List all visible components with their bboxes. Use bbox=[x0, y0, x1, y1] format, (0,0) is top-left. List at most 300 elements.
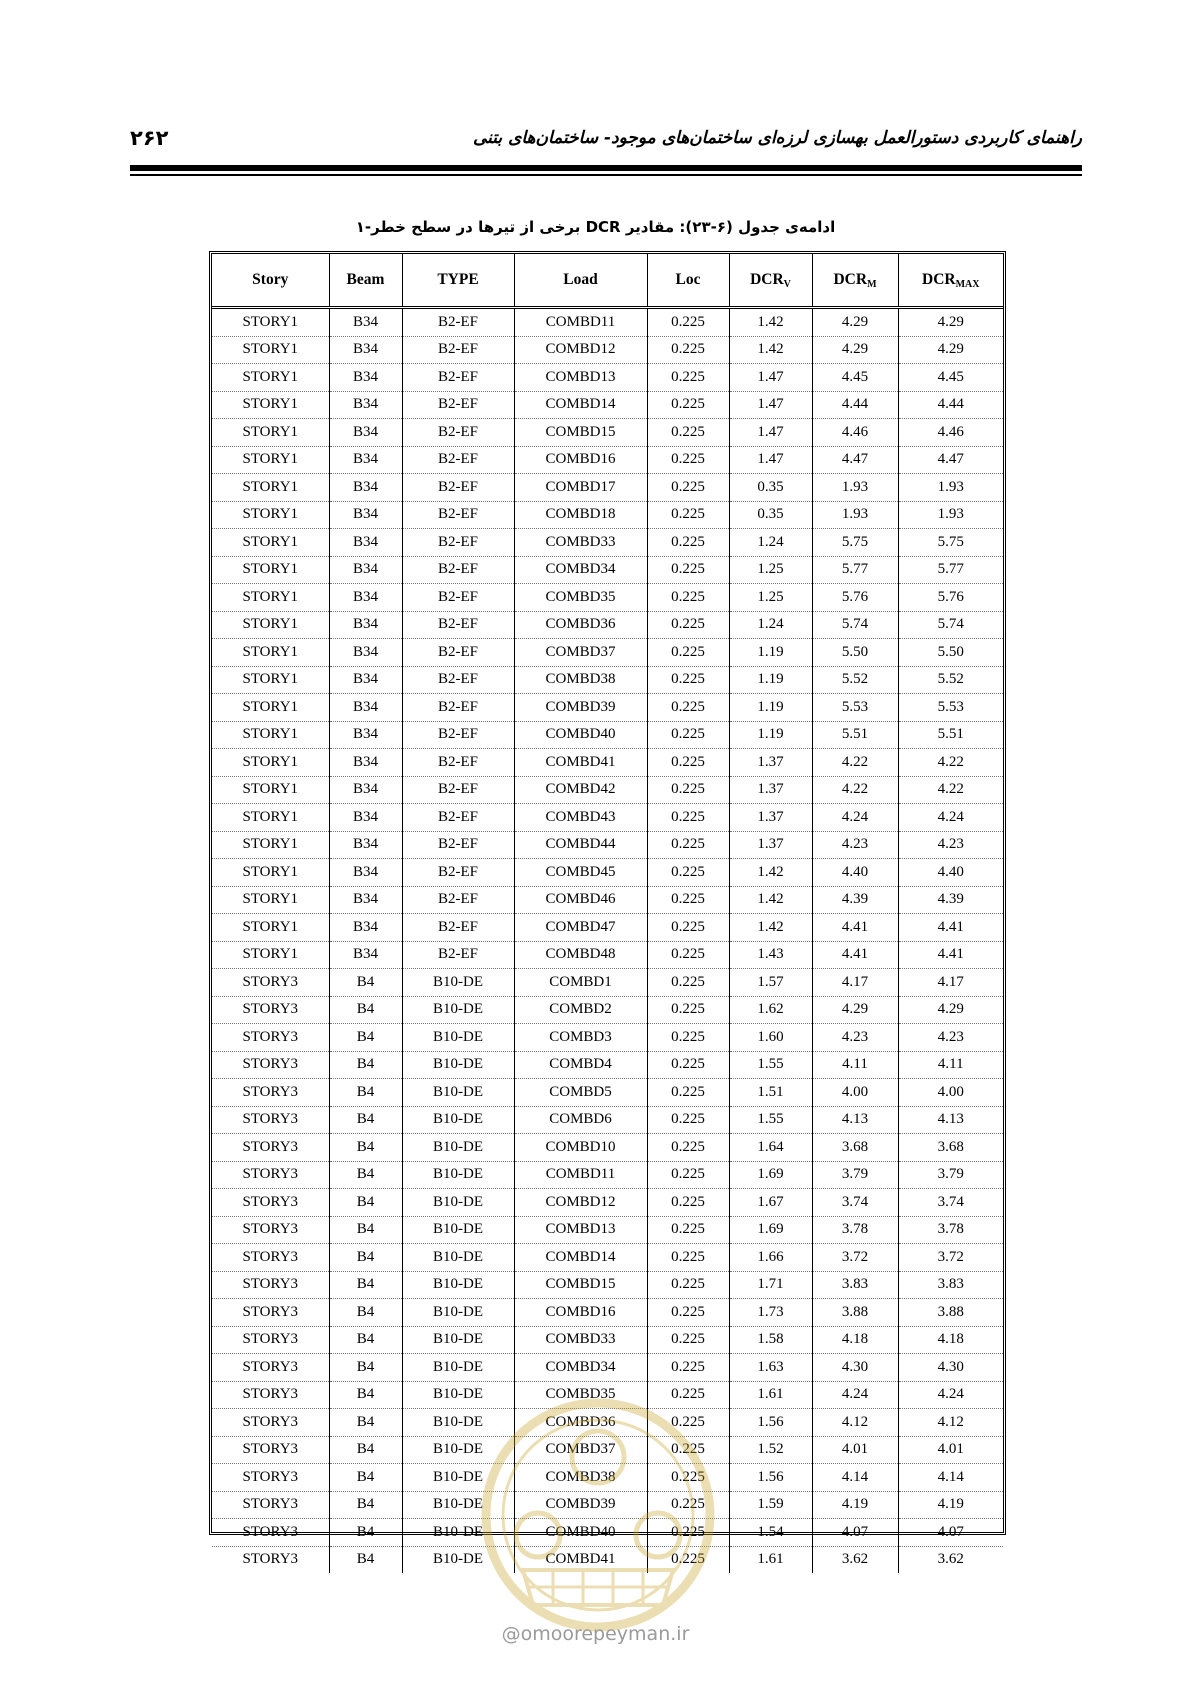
cell-story: STORY3 bbox=[212, 1409, 329, 1437]
cell-dcrmax: 4.11 bbox=[898, 1051, 1003, 1079]
cell-beam: B34 bbox=[329, 776, 402, 804]
cell-beam: B34 bbox=[329, 336, 402, 364]
cell-story: STORY1 bbox=[212, 639, 329, 667]
cell-type: B2-EF bbox=[402, 501, 514, 529]
cell-story: STORY3 bbox=[212, 1381, 329, 1409]
cell-dcrmax: 4.41 bbox=[898, 914, 1003, 942]
table-row bbox=[212, 1491, 1003, 1519]
cell-dcrv: 1.42 bbox=[729, 336, 812, 364]
cell-type: B10-DE bbox=[402, 1299, 514, 1327]
cell-loc: 0.225 bbox=[647, 1134, 729, 1162]
cell-dcrm: 4.40 bbox=[812, 859, 898, 887]
cell-loc: 0.225 bbox=[647, 1519, 729, 1547]
cell-loc: 0.225 bbox=[647, 1079, 729, 1107]
cell-dcrm: 4.46 bbox=[812, 419, 898, 447]
cell-load: COMBD15 bbox=[514, 1271, 647, 1299]
cell-loc: 0.225 bbox=[647, 1271, 729, 1299]
cell-story: STORY1 bbox=[212, 474, 329, 502]
cell-type: B2-EF bbox=[402, 364, 514, 392]
cell-type: B2-EF bbox=[402, 804, 514, 832]
cell-dcrv: 1.37 bbox=[729, 804, 812, 832]
cell-story: STORY3 bbox=[212, 969, 329, 997]
col-header-dcrm bbox=[812, 254, 898, 308]
cell-story: STORY3 bbox=[212, 1244, 329, 1272]
table-row bbox=[212, 1299, 1003, 1327]
table-row bbox=[212, 859, 1003, 887]
table-row bbox=[212, 831, 1003, 859]
cell-dcrm: 4.29 bbox=[812, 336, 898, 364]
cell-dcrm: 4.41 bbox=[812, 914, 898, 942]
dcrv-label: DCR bbox=[750, 270, 784, 288]
table-row bbox=[212, 694, 1003, 722]
cell-load: COMBD12 bbox=[514, 1189, 647, 1217]
cell-beam: B34 bbox=[329, 419, 402, 447]
cell-load: COMBD16 bbox=[514, 446, 647, 474]
dcrmax-label: DCR bbox=[922, 270, 956, 288]
header-rule-thick bbox=[130, 165, 1082, 171]
cell-loc: 0.225 bbox=[647, 639, 729, 667]
table-row bbox=[212, 749, 1003, 777]
cell-loc: 0.225 bbox=[647, 1491, 729, 1519]
cell-load: COMBD36 bbox=[514, 1409, 647, 1437]
col-header-loc: Loc bbox=[647, 254, 729, 308]
cell-type: B10-DE bbox=[402, 1409, 514, 1437]
cell-type: B2-EF bbox=[402, 529, 514, 557]
cell-dcrmax: 1.93 bbox=[898, 474, 1003, 502]
cell-dcrm: 4.01 bbox=[812, 1436, 898, 1464]
cell-loc: 0.225 bbox=[647, 501, 729, 529]
cell-type: B10-DE bbox=[402, 1106, 514, 1134]
cell-type: B2-EF bbox=[402, 694, 514, 722]
cell-beam: B34 bbox=[329, 721, 402, 749]
cell-loc: 0.225 bbox=[647, 1189, 729, 1217]
cell-dcrv: 1.69 bbox=[729, 1216, 812, 1244]
cell-load: COMBD4 bbox=[514, 1051, 647, 1079]
cell-loc: 0.225 bbox=[647, 611, 729, 639]
cell-load: COMBD38 bbox=[514, 1464, 647, 1492]
cell-dcrv: 1.37 bbox=[729, 831, 812, 859]
cell-type: B10-DE bbox=[402, 1024, 514, 1052]
table-row bbox=[212, 1381, 1003, 1409]
cell-loc: 0.225 bbox=[647, 1381, 729, 1409]
cell-dcrm: 4.22 bbox=[812, 776, 898, 804]
cell-load: COMBD37 bbox=[514, 639, 647, 667]
cell-load: COMBD13 bbox=[514, 1216, 647, 1244]
cell-beam: B4 bbox=[329, 1354, 402, 1382]
table-row bbox=[212, 474, 1003, 502]
cell-story: STORY1 bbox=[212, 611, 329, 639]
cell-beam: B34 bbox=[329, 914, 402, 942]
cell-type: B2-EF bbox=[402, 474, 514, 502]
cell-story: STORY1 bbox=[212, 694, 329, 722]
cell-loc: 0.225 bbox=[647, 1464, 729, 1492]
cell-load: COMBD33 bbox=[514, 1326, 647, 1354]
cell-type: B2-EF bbox=[402, 611, 514, 639]
table-row bbox=[212, 886, 1003, 914]
cell-dcrm: 3.72 bbox=[812, 1244, 898, 1272]
cell-load: COMBD43 bbox=[514, 804, 647, 832]
cell-dcrmax: 4.39 bbox=[898, 886, 1003, 914]
cell-dcrv: 1.60 bbox=[729, 1024, 812, 1052]
cell-story: STORY3 bbox=[212, 1326, 329, 1354]
cell-dcrv: 1.43 bbox=[729, 941, 812, 969]
cell-beam: B4 bbox=[329, 1216, 402, 1244]
cell-type: B2-EF bbox=[402, 721, 514, 749]
cell-loc: 0.225 bbox=[647, 1024, 729, 1052]
table-row bbox=[212, 584, 1003, 612]
cell-loc: 0.225 bbox=[647, 584, 729, 612]
cell-dcrm: 3.68 bbox=[812, 1134, 898, 1162]
cell-dcrm: 5.76 bbox=[812, 584, 898, 612]
cell-dcrmax: 4.45 bbox=[898, 364, 1003, 392]
cell-load: COMBD3 bbox=[514, 1024, 647, 1052]
cell-loc: 0.225 bbox=[647, 1216, 729, 1244]
cell-story: STORY3 bbox=[212, 1216, 329, 1244]
cell-dcrv: 1.73 bbox=[729, 1299, 812, 1327]
cell-beam: B34 bbox=[329, 501, 402, 529]
cell-type: B10-DE bbox=[402, 996, 514, 1024]
cell-dcrv: 1.24 bbox=[729, 529, 812, 557]
cell-type: B10-DE bbox=[402, 1161, 514, 1189]
cell-story: STORY1 bbox=[212, 446, 329, 474]
cell-loc: 0.225 bbox=[647, 1546, 729, 1573]
cell-load: COMBD39 bbox=[514, 1491, 647, 1519]
cell-dcrv: 1.61 bbox=[729, 1546, 812, 1573]
cell-story: STORY1 bbox=[212, 364, 329, 392]
cell-type: B2-EF bbox=[402, 914, 514, 942]
cell-type: B10-DE bbox=[402, 1271, 514, 1299]
cell-dcrmax: 4.18 bbox=[898, 1326, 1003, 1354]
cell-type: B2-EF bbox=[402, 336, 514, 364]
cell-dcrm: 1.93 bbox=[812, 501, 898, 529]
cell-type: B10-DE bbox=[402, 1244, 514, 1272]
cell-load: COMBD14 bbox=[514, 391, 647, 419]
cell-dcrm: 3.78 bbox=[812, 1216, 898, 1244]
cell-type: B2-EF bbox=[402, 639, 514, 667]
cell-load: COMBD47 bbox=[514, 914, 647, 942]
cell-story: STORY3 bbox=[212, 1436, 329, 1464]
cell-story: STORY1 bbox=[212, 941, 329, 969]
cell-type: B10-DE bbox=[402, 1519, 514, 1547]
table-row bbox=[212, 446, 1003, 474]
cell-type: B10-DE bbox=[402, 1134, 514, 1162]
cell-dcrv: 1.63 bbox=[729, 1354, 812, 1382]
cell-dcrv: 1.55 bbox=[729, 1106, 812, 1134]
cell-beam: B4 bbox=[329, 1134, 402, 1162]
cell-beam: B34 bbox=[329, 364, 402, 392]
cell-dcrv: 1.66 bbox=[729, 1244, 812, 1272]
at-sign-icon: @ bbox=[501, 1623, 521, 1645]
cell-beam: B4 bbox=[329, 1024, 402, 1052]
cell-loc: 0.225 bbox=[647, 941, 729, 969]
cell-loc: 0.225 bbox=[647, 1409, 729, 1437]
cell-dcrmax: 5.53 bbox=[898, 694, 1003, 722]
table-row bbox=[212, 1051, 1003, 1079]
cell-dcrv: 1.19 bbox=[729, 694, 812, 722]
cell-dcrv: 1.19 bbox=[729, 666, 812, 694]
cell-loc: 0.225 bbox=[647, 831, 729, 859]
cell-type: B2-EF bbox=[402, 556, 514, 584]
cell-dcrv: 1.19 bbox=[729, 639, 812, 667]
cell-load: COMBD15 bbox=[514, 419, 647, 447]
dcrm-label: DCR bbox=[833, 270, 868, 288]
cell-loc: 0.225 bbox=[647, 1326, 729, 1354]
cell-story: STORY3 bbox=[212, 1464, 329, 1492]
cell-load: COMBD12 bbox=[514, 336, 647, 364]
cell-story: STORY1 bbox=[212, 914, 329, 942]
cell-dcrm: 4.24 bbox=[812, 1381, 898, 1409]
cell-dcrm: 4.11 bbox=[812, 1051, 898, 1079]
cell-beam: B34 bbox=[329, 941, 402, 969]
cell-load: COMBD39 bbox=[514, 694, 647, 722]
cell-story: STORY3 bbox=[212, 1519, 329, 1547]
table-row bbox=[212, 419, 1003, 447]
cell-story: STORY1 bbox=[212, 721, 329, 749]
cell-dcrmax: 4.22 bbox=[898, 749, 1003, 777]
cell-beam: B4 bbox=[329, 1189, 402, 1217]
table-row bbox=[212, 1244, 1003, 1272]
cell-dcrm: 4.23 bbox=[812, 831, 898, 859]
cell-dcrmax: 5.74 bbox=[898, 611, 1003, 639]
cell-beam: B34 bbox=[329, 391, 402, 419]
cell-loc: 0.225 bbox=[647, 749, 729, 777]
cell-loc: 0.225 bbox=[647, 776, 729, 804]
table-row bbox=[212, 1079, 1003, 1107]
cell-dcrv: 1.25 bbox=[729, 584, 812, 612]
cell-dcrmax: 5.76 bbox=[898, 584, 1003, 612]
cell-beam: B4 bbox=[329, 969, 402, 997]
cell-load: COMBD40 bbox=[514, 1519, 647, 1547]
cell-dcrmax: 4.30 bbox=[898, 1354, 1003, 1382]
cell-dcrv: 1.42 bbox=[729, 886, 812, 914]
cell-load: COMBD35 bbox=[514, 1381, 647, 1409]
cell-dcrmax: 4.29 bbox=[898, 336, 1003, 364]
cell-dcrmax: 4.19 bbox=[898, 1491, 1003, 1519]
cell-loc: 0.225 bbox=[647, 529, 729, 557]
cell-dcrmax: 4.46 bbox=[898, 419, 1003, 447]
cell-type: B2-EF bbox=[402, 308, 514, 337]
cell-dcrm: 4.24 bbox=[812, 804, 898, 832]
cell-dcrm: 4.14 bbox=[812, 1464, 898, 1492]
table-row bbox=[212, 914, 1003, 942]
cell-load: COMBD11 bbox=[514, 308, 647, 337]
cell-dcrm: 4.47 bbox=[812, 446, 898, 474]
table-row bbox=[212, 776, 1003, 804]
cell-beam: B4 bbox=[329, 1546, 402, 1573]
cell-dcrmax: 5.75 bbox=[898, 529, 1003, 557]
cell-beam: B34 bbox=[329, 474, 402, 502]
cell-type: B2-EF bbox=[402, 419, 514, 447]
table-row bbox=[212, 1436, 1003, 1464]
cell-dcrm: 4.17 bbox=[812, 969, 898, 997]
cell-dcrm: 4.29 bbox=[812, 308, 898, 337]
cell-dcrm: 4.18 bbox=[812, 1326, 898, 1354]
cell-dcrv: 1.47 bbox=[729, 446, 812, 474]
cell-load: COMBD5 bbox=[514, 1079, 647, 1107]
cell-story: STORY1 bbox=[212, 584, 329, 612]
cell-load: COMBD38 bbox=[514, 666, 647, 694]
cell-dcrm: 4.22 bbox=[812, 749, 898, 777]
cell-dcrmax: 3.88 bbox=[898, 1299, 1003, 1327]
cell-dcrmax: 4.47 bbox=[898, 446, 1003, 474]
cell-type: B2-EF bbox=[402, 859, 514, 887]
cell-dcrv: 1.56 bbox=[729, 1464, 812, 1492]
table-row bbox=[212, 1326, 1003, 1354]
cell-beam: B4 bbox=[329, 1381, 402, 1409]
cell-beam: B4 bbox=[329, 1326, 402, 1354]
cell-loc: 0.225 bbox=[647, 804, 729, 832]
col-header-load: Load bbox=[514, 254, 647, 308]
cell-dcrv: 1.25 bbox=[729, 556, 812, 584]
cell-type: B2-EF bbox=[402, 776, 514, 804]
cell-dcrv: 1.62 bbox=[729, 996, 812, 1024]
cell-type: B2-EF bbox=[402, 886, 514, 914]
cell-load: COMBD46 bbox=[514, 886, 647, 914]
cell-loc: 0.225 bbox=[647, 1051, 729, 1079]
cell-load: COMBD44 bbox=[514, 831, 647, 859]
cell-dcrmax: 4.40 bbox=[898, 859, 1003, 887]
cell-story: STORY3 bbox=[212, 1161, 329, 1189]
cell-load: COMBD35 bbox=[514, 584, 647, 612]
cell-dcrm: 3.79 bbox=[812, 1161, 898, 1189]
cell-dcrv: 1.58 bbox=[729, 1326, 812, 1354]
cell-load: COMBD6 bbox=[514, 1106, 647, 1134]
cell-load: COMBD18 bbox=[514, 501, 647, 529]
cell-beam: B34 bbox=[329, 308, 402, 337]
cell-type: B2-EF bbox=[402, 831, 514, 859]
table-row bbox=[212, 969, 1003, 997]
cell-type: B10-DE bbox=[402, 1326, 514, 1354]
cell-dcrv: 1.56 bbox=[729, 1409, 812, 1437]
cell-dcrv: 1.67 bbox=[729, 1189, 812, 1217]
cell-dcrmax: 3.62 bbox=[898, 1546, 1003, 1573]
cell-dcrm: 5.50 bbox=[812, 639, 898, 667]
cell-type: B10-DE bbox=[402, 1381, 514, 1409]
cell-dcrv: 1.24 bbox=[729, 611, 812, 639]
cell-beam: B4 bbox=[329, 1161, 402, 1189]
cell-story: STORY3 bbox=[212, 1024, 329, 1052]
cell-dcrv: 1.42 bbox=[729, 308, 812, 337]
cell-loc: 0.225 bbox=[647, 996, 729, 1024]
cell-dcrm: 4.44 bbox=[812, 391, 898, 419]
cell-dcrmax: 3.68 bbox=[898, 1134, 1003, 1162]
cell-story: STORY1 bbox=[212, 391, 329, 419]
cell-loc: 0.225 bbox=[647, 1244, 729, 1272]
cell-dcrm: 4.19 bbox=[812, 1491, 898, 1519]
table-row bbox=[212, 996, 1003, 1024]
dcrmax-subscript: MAX bbox=[955, 278, 980, 290]
cell-beam: B34 bbox=[329, 804, 402, 832]
cell-beam: B34 bbox=[329, 694, 402, 722]
cell-load: COMBD45 bbox=[514, 859, 647, 887]
cell-story: STORY1 bbox=[212, 804, 329, 832]
cell-dcrmax: 4.12 bbox=[898, 1409, 1003, 1437]
cell-dcrv: 1.19 bbox=[729, 721, 812, 749]
table-row bbox=[212, 1134, 1003, 1162]
cell-type: B10-DE bbox=[402, 1491, 514, 1519]
cell-dcrm: 4.13 bbox=[812, 1106, 898, 1134]
cell-dcrmax: 1.93 bbox=[898, 501, 1003, 529]
cell-load: COMBD13 bbox=[514, 364, 647, 392]
cell-beam: B34 bbox=[329, 639, 402, 667]
cell-type: B2-EF bbox=[402, 749, 514, 777]
cell-dcrv: 1.71 bbox=[729, 1271, 812, 1299]
table-header-row bbox=[212, 254, 1003, 308]
cell-loc: 0.225 bbox=[647, 721, 729, 749]
cell-loc: 0.225 bbox=[647, 556, 729, 584]
running-title: راهنمای کاربردی دستورالعمل بهسازی لرزه‌ای ساختمان‌های موجود- ساختمان‌های بتنی bbox=[472, 128, 1082, 148]
dcr-table-frame bbox=[209, 251, 1006, 1568]
table-row bbox=[212, 501, 1003, 529]
table-row bbox=[212, 941, 1003, 969]
table-row bbox=[212, 1271, 1003, 1299]
cell-dcrmax: 4.22 bbox=[898, 776, 1003, 804]
table-row bbox=[212, 391, 1003, 419]
cell-dcrm: 5.74 bbox=[812, 611, 898, 639]
cell-dcrm: 3.74 bbox=[812, 1189, 898, 1217]
cell-dcrmax: 4.01 bbox=[898, 1436, 1003, 1464]
table-row bbox=[212, 1464, 1003, 1492]
page-number: ۲۶۲ bbox=[130, 126, 169, 150]
col-header-dcrv bbox=[729, 254, 812, 308]
table-body bbox=[212, 308, 1003, 1574]
cell-dcrmax: 5.51 bbox=[898, 721, 1003, 749]
table-caption: ادامه‌ی جدول (۶-۲۳): مقادیر DCR برخی از تیرها در سطح خطر-۱ bbox=[355, 218, 836, 236]
cell-type: B2-EF bbox=[402, 391, 514, 419]
cell-type: B2-EF bbox=[402, 584, 514, 612]
cell-type: B10-DE bbox=[402, 1354, 514, 1382]
cell-story: STORY3 bbox=[212, 1051, 329, 1079]
cell-story: STORY3 bbox=[212, 1079, 329, 1107]
cell-type: B10-DE bbox=[402, 969, 514, 997]
cell-load: COMBD17 bbox=[514, 474, 647, 502]
cell-loc: 0.225 bbox=[647, 364, 729, 392]
table-row bbox=[212, 1354, 1003, 1382]
footer-site-text: omoorepeyman.ir bbox=[520, 1623, 690, 1645]
cell-dcrm: 4.07 bbox=[812, 1519, 898, 1547]
cell-beam: B4 bbox=[329, 1271, 402, 1299]
cell-dcrmax: 4.29 bbox=[898, 308, 1003, 337]
cell-dcrm: 5.53 bbox=[812, 694, 898, 722]
cell-story: STORY1 bbox=[212, 666, 329, 694]
cell-dcrmax: 4.00 bbox=[898, 1079, 1003, 1107]
cell-beam: B34 bbox=[329, 584, 402, 612]
cell-dcrmax: 5.50 bbox=[898, 639, 1003, 667]
cell-story: STORY1 bbox=[212, 501, 329, 529]
table-row bbox=[212, 1546, 1003, 1573]
cell-loc: 0.225 bbox=[647, 308, 729, 337]
dcr-table bbox=[212, 254, 1003, 1573]
cell-dcrmax: 3.78 bbox=[898, 1216, 1003, 1244]
col-header-dcrmax bbox=[898, 254, 1003, 308]
cell-story: STORY1 bbox=[212, 336, 329, 364]
cell-story: STORY1 bbox=[212, 831, 329, 859]
cell-loc: 0.225 bbox=[647, 1299, 729, 1327]
dcrv-subscript: V bbox=[783, 278, 791, 290]
cell-story: STORY1 bbox=[212, 556, 329, 584]
cell-beam: B34 bbox=[329, 666, 402, 694]
cell-dcrm: 4.00 bbox=[812, 1079, 898, 1107]
cell-dcrv: 1.42 bbox=[729, 859, 812, 887]
cell-dcrmax: 4.44 bbox=[898, 391, 1003, 419]
table-row bbox=[212, 1409, 1003, 1437]
cell-story: STORY1 bbox=[212, 419, 329, 447]
table-row bbox=[212, 1189, 1003, 1217]
cell-beam: B4 bbox=[329, 1106, 402, 1134]
cell-dcrmax: 3.79 bbox=[898, 1161, 1003, 1189]
cell-load: COMBD37 bbox=[514, 1436, 647, 1464]
cell-beam: B34 bbox=[329, 749, 402, 777]
